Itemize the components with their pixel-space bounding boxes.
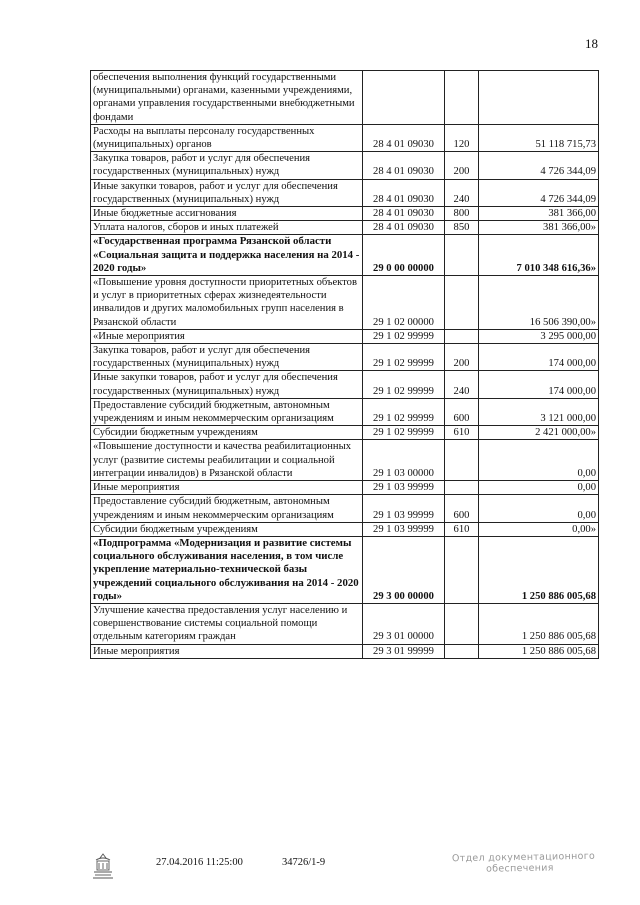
row-amount-cell: 2 421 000,00» [479,426,599,440]
row-amount-cell: 7 010 348 616,36» [479,235,599,276]
page-number: 18 [585,36,598,51]
row-name-cell: Закупка товаров, работ и услуг для обеспечения государственных (муниципальных) нужд [91,344,363,371]
row-name-cell: Предоставление субсидий бюджетным, автономным учреждениям и иным некоммерческим организациям [91,398,363,425]
row-name-cell: Иные бюджетные ассигнования [91,207,363,221]
row-amount-cell: 1 250 886 005,68 [479,603,599,644]
footer [0,852,640,892]
row-amount-cell: 4 726 344,09 [479,179,599,206]
row-amount-cell: 3 295 000,00 [479,329,599,343]
row-expense-type-cell [445,276,479,330]
table-row [91,440,599,481]
row-name-cell: Предоставление субсидий бюджетным, автономным учреждениям и иным некоммерческим организациям [91,495,363,522]
footer-date: 27.04.2016 11:25:00 [156,857,243,868]
table-row [91,522,599,536]
row-name-cell: «Повышение доступности и качества реабилитационных услуг (развитие системы реабилитации и социальной интеграции инвалидов) в Рязанской области [91,440,363,481]
row-expense-type-cell: 240 [445,179,479,206]
footer-doc-number: 34726/1-9 [282,857,326,868]
row-target-article-cell: 28 4 01 09030 [363,179,445,206]
table-row [91,603,599,644]
row-name-cell: обеспечения выполнения функций государственными (муниципальными) органами, казенными учреждениями, органами управления государственными внебюджетными фондами [91,71,363,125]
watermark-line-2: обеспечения [486,862,554,875]
table-row [91,398,599,425]
row-amount-cell: 174 000,00 [479,371,599,398]
row-name-cell: Иные мероприятия [91,644,363,658]
row-expense-type-cell [445,329,479,343]
budget-table-body [91,71,599,659]
row-expense-type-cell [445,481,479,495]
row-expense-type-cell: 240 [445,371,479,398]
table-row [91,481,599,495]
row-target-article-cell: 29 1 02 99999 [363,426,445,440]
row-expense-type-cell [445,235,479,276]
row-amount-cell: 51 118 715,73 [479,124,599,151]
row-target-article-cell: 28 4 01 09030 [363,152,445,179]
row-expense-type-cell [445,536,479,603]
row-target-article-cell: 29 1 02 99999 [363,344,445,371]
table-row [91,329,599,343]
row-target-article-cell: 29 3 01 99999 [363,644,445,658]
row-target-article-cell: 29 1 02 00000 [363,276,445,330]
row-name-cell: «Государственная программа Рязанской области «Социальная защита и поддержка населения на 2014 - 2020 годы» [91,235,363,276]
row-name-cell: «Иные мероприятия [91,329,363,343]
row-amount-cell: 0,00 [479,495,599,522]
row-name-cell: «Подпрограмма «Модернизация и развитие системы социального обслуживания населения, в том числе укрепление материально-технической базы учреждений социального обслуживания на 2014 - 2020 годы» [91,536,363,603]
table-row [91,644,599,658]
table-row [91,235,599,276]
row-target-article-cell: 29 3 00 00000 [363,536,445,603]
row-expense-type-cell: 200 [445,152,479,179]
row-name-cell: «Повышение уровня доступности приоритетных объектов и услуг в приоритетных сферах жизнедеятельности инвалидов и других маломобильных групп населения в Рязанской области [91,276,363,330]
table-row [91,536,599,603]
table-row [91,152,599,179]
table-row [91,344,599,371]
row-expense-type-cell: 850 [445,221,479,235]
row-expense-type-cell: 610 [445,522,479,536]
row-expense-type-cell [445,644,479,658]
watermark-line-1: Отдел документационного [451,850,596,865]
row-target-article-cell: 29 1 02 99999 [363,398,445,425]
row-target-article-cell: 29 1 03 99999 [363,495,445,522]
row-amount-cell: 0,00 [479,440,599,481]
row-target-article-cell: 28 4 01 09030 [363,221,445,235]
table-row [91,71,599,125]
row-name-cell: Уплата налогов, сборов и иных платежей [91,221,363,235]
row-name-cell: Субсидии бюджетным учреждениям [91,426,363,440]
row-amount-cell: 381 366,00 [479,207,599,221]
row-target-article-cell: 29 1 03 99999 [363,522,445,536]
row-expense-type-cell: 120 [445,124,479,151]
emblem-icon [90,852,116,882]
row-amount-cell: 16 506 390,00» [479,276,599,330]
row-name-cell: Иные мероприятия [91,481,363,495]
table-row [91,124,599,151]
row-name-cell: Иные закупки товаров, работ и услуг для обеспечения государственных (муниципальных) нужд [91,371,363,398]
row-target-article-cell: 29 3 01 00000 [363,603,445,644]
department-watermark [452,851,596,875]
row-amount-cell [479,71,599,125]
row-amount-cell: 0,00 [479,481,599,495]
row-target-article-cell: 28 4 01 09030 [363,207,445,221]
row-amount-cell: 3 121 000,00 [479,398,599,425]
row-amount-cell: 1 250 886 005,68 [479,536,599,603]
table-row [91,495,599,522]
row-target-article-cell: 29 1 03 99999 [363,481,445,495]
row-amount-cell: 1 250 886 005,68 [479,644,599,658]
row-expense-type-cell: 610 [445,426,479,440]
budget-table [90,70,599,659]
row-name-cell: Расходы на выплаты персоналу государственных (муниципальных) органов [91,124,363,151]
row-target-article-cell: 29 1 02 99999 [363,329,445,343]
row-amount-cell: 4 726 344,09 [479,152,599,179]
row-target-article-cell: 28 4 01 09030 [363,124,445,151]
row-expense-type-cell [445,603,479,644]
row-expense-type-cell [445,440,479,481]
row-amount-cell: 381 366,00» [479,221,599,235]
row-amount-cell: 174 000,00 [479,344,599,371]
table-row [91,426,599,440]
row-expense-type-cell: 800 [445,207,479,221]
table-row [91,221,599,235]
row-expense-type-cell: 600 [445,398,479,425]
row-target-article-cell [363,71,445,125]
table-row [91,276,599,330]
row-name-cell: Закупка товаров, работ и услуг для обеспечения государственных (муниципальных) нужд [91,152,363,179]
row-amount-cell: 0,00» [479,522,599,536]
row-target-article-cell: 29 0 00 00000 [363,235,445,276]
row-target-article-cell: 29 1 03 00000 [363,440,445,481]
row-expense-type-cell [445,71,479,125]
row-name-cell: Иные закупки товаров, работ и услуг для обеспечения государственных (муниципальных) нужд [91,179,363,206]
row-target-article-cell: 29 1 02 99999 [363,371,445,398]
table-row [91,207,599,221]
table-row [91,371,599,398]
row-name-cell: Улучшение качества предоставления услуг населению и совершенствование системы социальной помощи отдельным категориям граждан [91,603,363,644]
table-row [91,179,599,206]
row-expense-type-cell: 600 [445,495,479,522]
row-expense-type-cell: 200 [445,344,479,371]
row-name-cell: Субсидии бюджетным учреждениям [91,522,363,536]
